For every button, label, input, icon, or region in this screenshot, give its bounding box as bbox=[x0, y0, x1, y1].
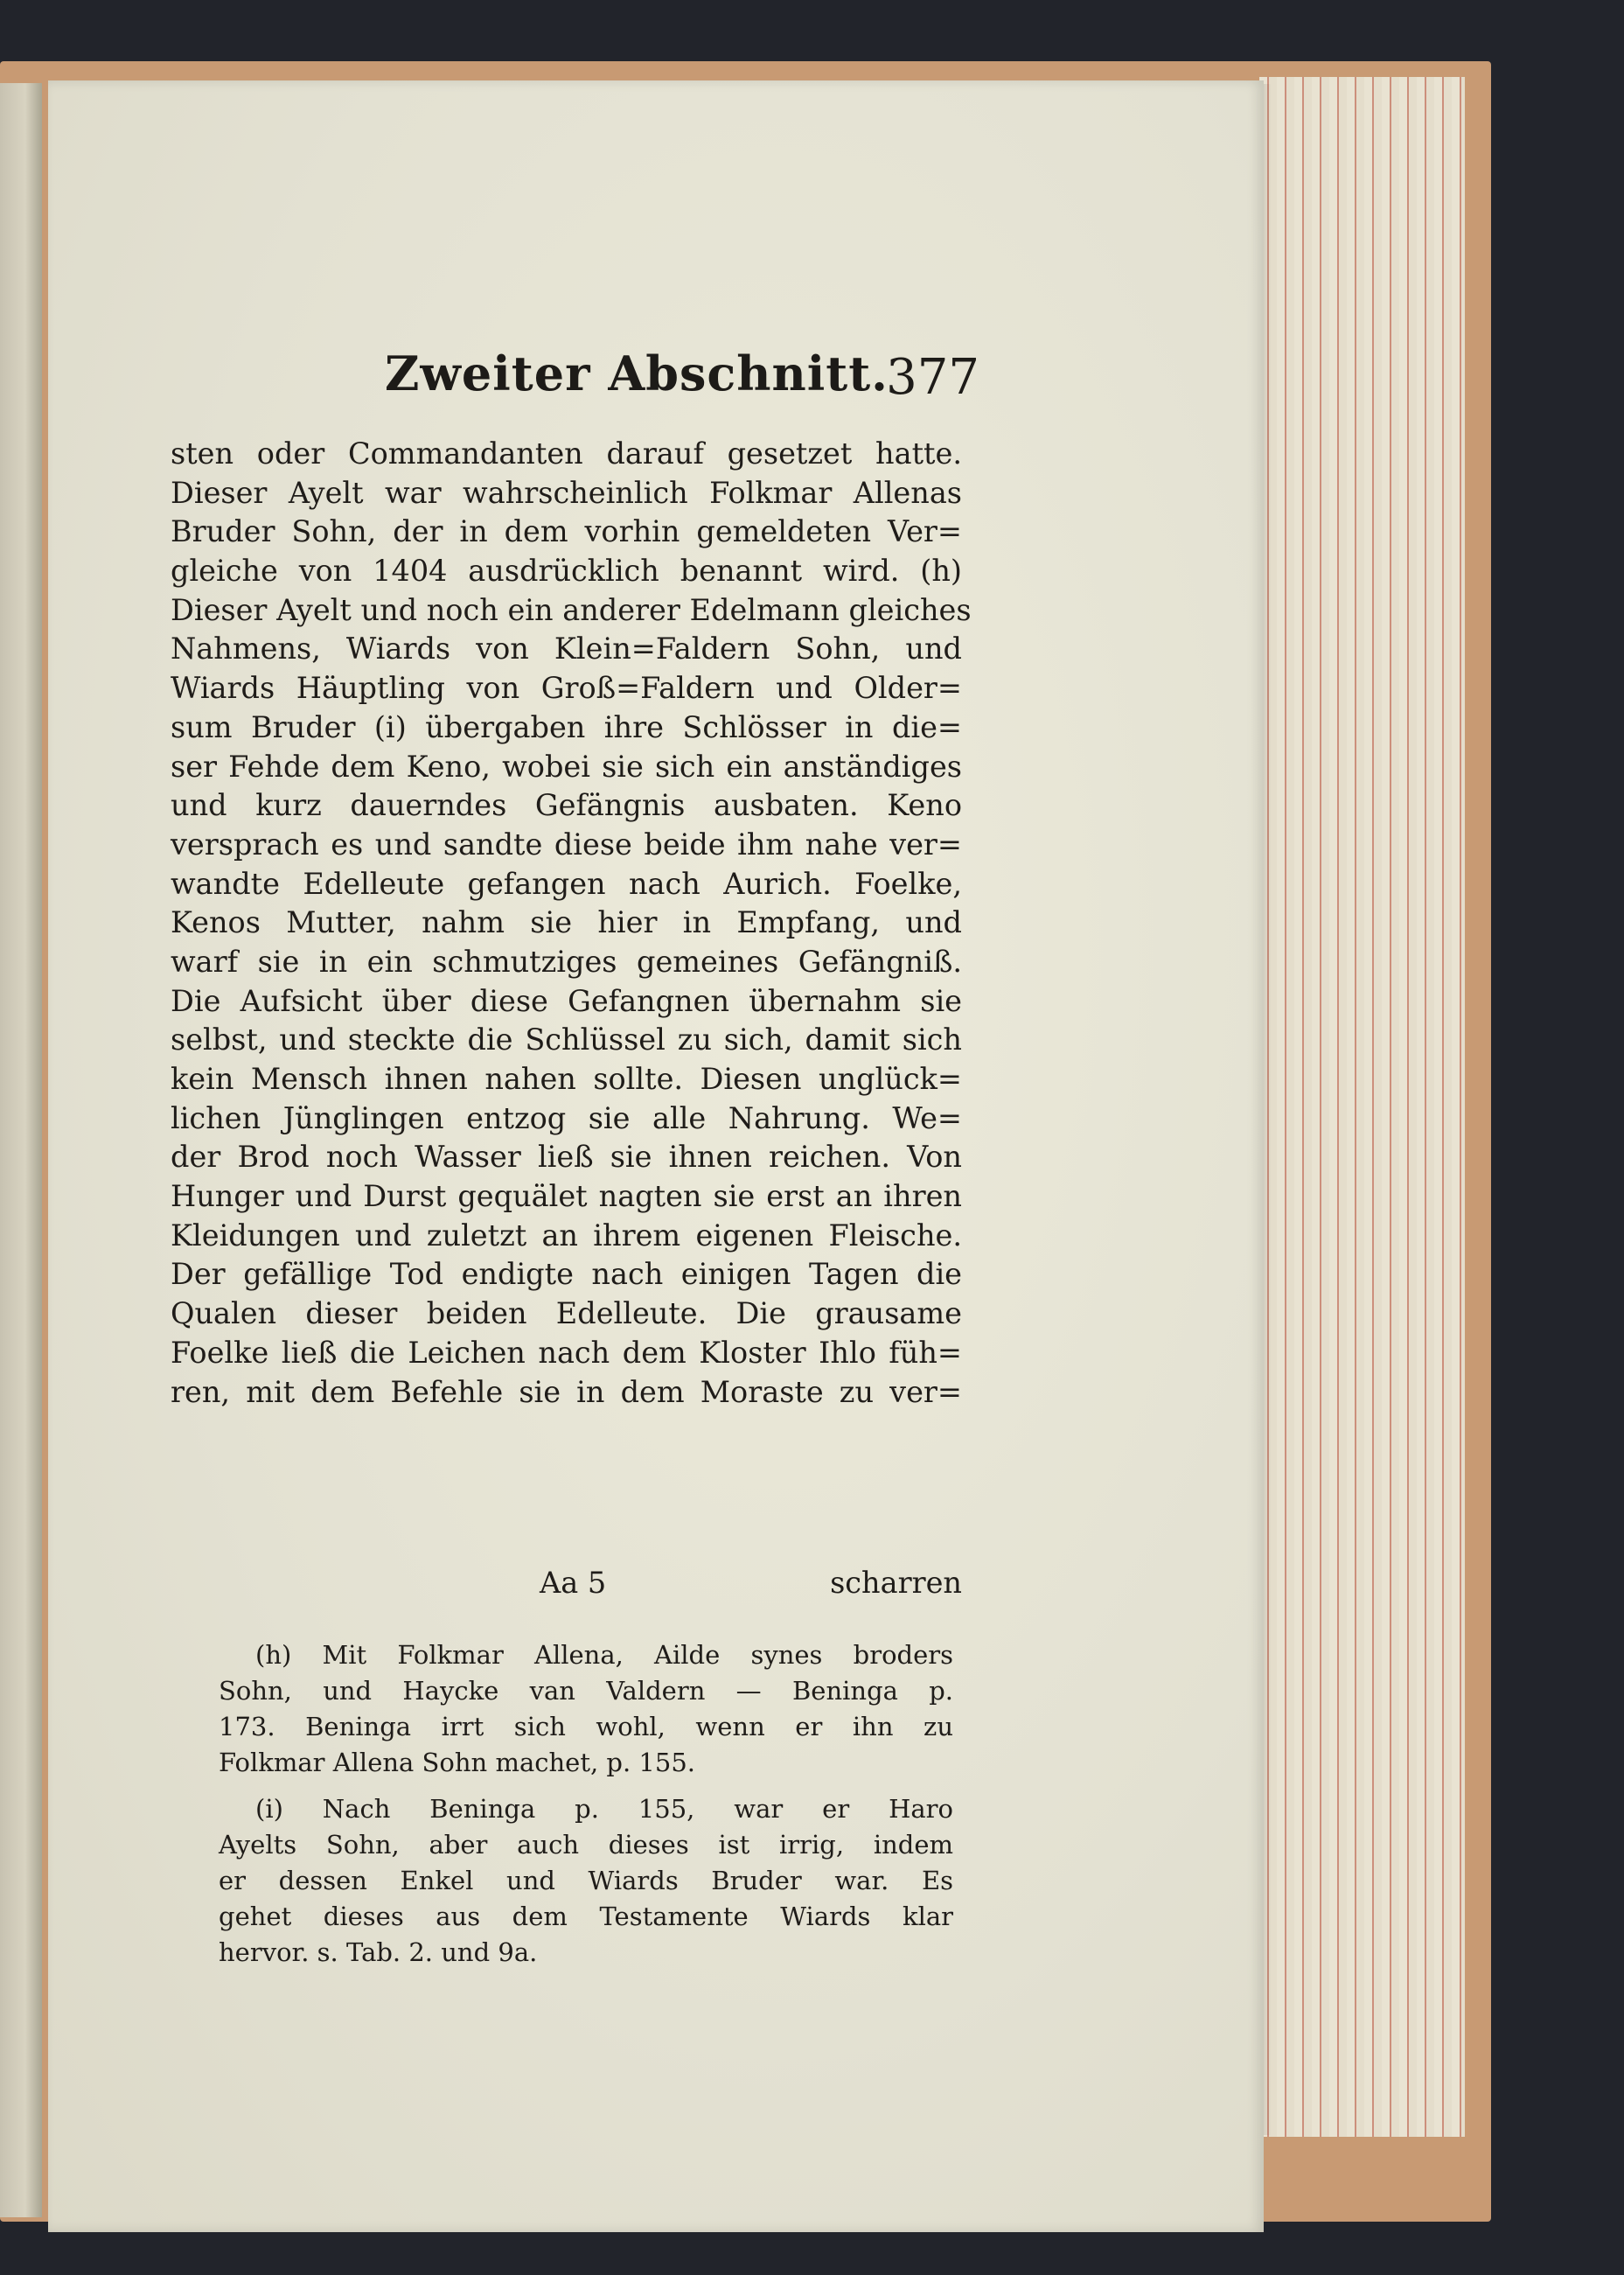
body-line: und kurz dauerndes Gefängnis ausbaten. Keno bbox=[171, 788, 962, 823]
footnote-line: Ayelts Sohn, aber auch dieses ist irrig, indem bbox=[219, 1830, 953, 1860]
body-text bbox=[171, 435, 972, 1412]
footnote-line: hervor. s. Tab. 2. und 9a. bbox=[219, 1937, 538, 1967]
footnote-line: (i) Nach Beninga p. 155, war er Haro bbox=[255, 1794, 953, 1824]
signature-row bbox=[171, 1566, 962, 1606]
footnotes bbox=[219, 1637, 953, 1981]
page-header bbox=[385, 345, 979, 415]
book-page bbox=[48, 80, 1264, 2232]
body-line: sten oder Commandanten darauf gesetzet hatte. bbox=[171, 436, 962, 471]
body-line: Foelke ließ die Leichen nach dem Kloster Ihlo füh= bbox=[171, 1335, 962, 1370]
page-number: 377 bbox=[886, 349, 979, 406]
body-line: selbst, und steckte die Schlüssel zu sich, damit sich bbox=[171, 1022, 962, 1057]
footnote-line: (h) Mit Folkmar Allena, Ailde synes broders bbox=[255, 1640, 953, 1670]
footnote-line: er dessen Enkel und Wiards Bruder war. Es bbox=[219, 1866, 953, 1895]
body-line: Wiards Häuptling von Groß=Faldern und Older= bbox=[171, 671, 962, 706]
footnote-i bbox=[219, 1791, 953, 1971]
body-line: versprach es und sandte diese beide ihm nahe ver= bbox=[171, 827, 962, 862]
body-line: lichen Jünglingen entzog sie alle Nahrung. We= bbox=[171, 1100, 962, 1135]
body-line: sum Bruder (i) übergaben ihre Schlösser in die= bbox=[171, 709, 962, 744]
running-head: Zweiter Abschnitt. bbox=[385, 345, 889, 401]
body-line: Dieser Ayelt und noch ein anderer Edelmann gleiches bbox=[171, 592, 972, 627]
footnote-line: 173. Beninga irrt sich wohl, wenn er ihn zu bbox=[219, 1712, 953, 1741]
body-line: der Brod noch Wasser ließ sie ihnen reichen. Von bbox=[171, 1140, 962, 1175]
body-line: Nahmens, Wiards von Klein=Faldern Sohn, und bbox=[171, 632, 962, 666]
page-edges-stack bbox=[1259, 77, 1465, 2137]
body-line: Bruder Sohn, der in dem vorhin gemeldeten Ver= bbox=[171, 514, 962, 549]
body-line: Hunger und Durst gequälet nagten sie erst an ihren bbox=[171, 1179, 962, 1214]
body-line: warf sie in ein schmutziges gemeines Gefängniß. bbox=[171, 944, 962, 979]
signature-mark: Aa 5 bbox=[540, 1566, 607, 1600]
body-line: Die Aufsicht über diese Gefangnen übernahm sie bbox=[171, 983, 962, 1018]
footnote-line: Folkmar Allena Sohn machet, p. 155. bbox=[219, 1748, 695, 1777]
body-line: ser Fehde dem Keno, wobei sie sich ein anständiges bbox=[171, 749, 962, 784]
body-line: gleiche von 1404 ausdrücklich benannt wird. (h) bbox=[171, 554, 962, 589]
footnote-line: gehet dieses aus dem Testamente Wiards klar bbox=[219, 1902, 953, 1931]
body-line: Dieser Ayelt war wahrscheinlich Folkmar Allenas bbox=[171, 475, 962, 510]
body-line: wandte Edelleute gefangen nach Aurich. Foelke, bbox=[171, 866, 962, 901]
body-line: ren, mit dem Befehle sie in dem Moraste zu ver= bbox=[171, 1374, 962, 1409]
body-line: Qualen dieser beiden Edelleute. Die grausame bbox=[171, 1296, 962, 1331]
body-line: Kenos Mutter, nahm sie hier in Empfang, und bbox=[171, 905, 962, 940]
facing-page-edge bbox=[0, 83, 42, 2217]
catchword: scharren bbox=[830, 1566, 962, 1600]
footnote-h bbox=[219, 1637, 953, 1781]
body-line: Kleidungen und zuletzt an ihrem eigenen Fleische. bbox=[171, 1218, 962, 1253]
body-line: kein Mensch ihnen nahen sollte. Diesen unglück= bbox=[171, 1062, 962, 1096]
footnote-line: Sohn, und Haycke van Valdern — Beninga p. bbox=[219, 1676, 953, 1706]
body-line: Der gefällige Tod endigte nach einigen Tagen die bbox=[171, 1257, 962, 1292]
